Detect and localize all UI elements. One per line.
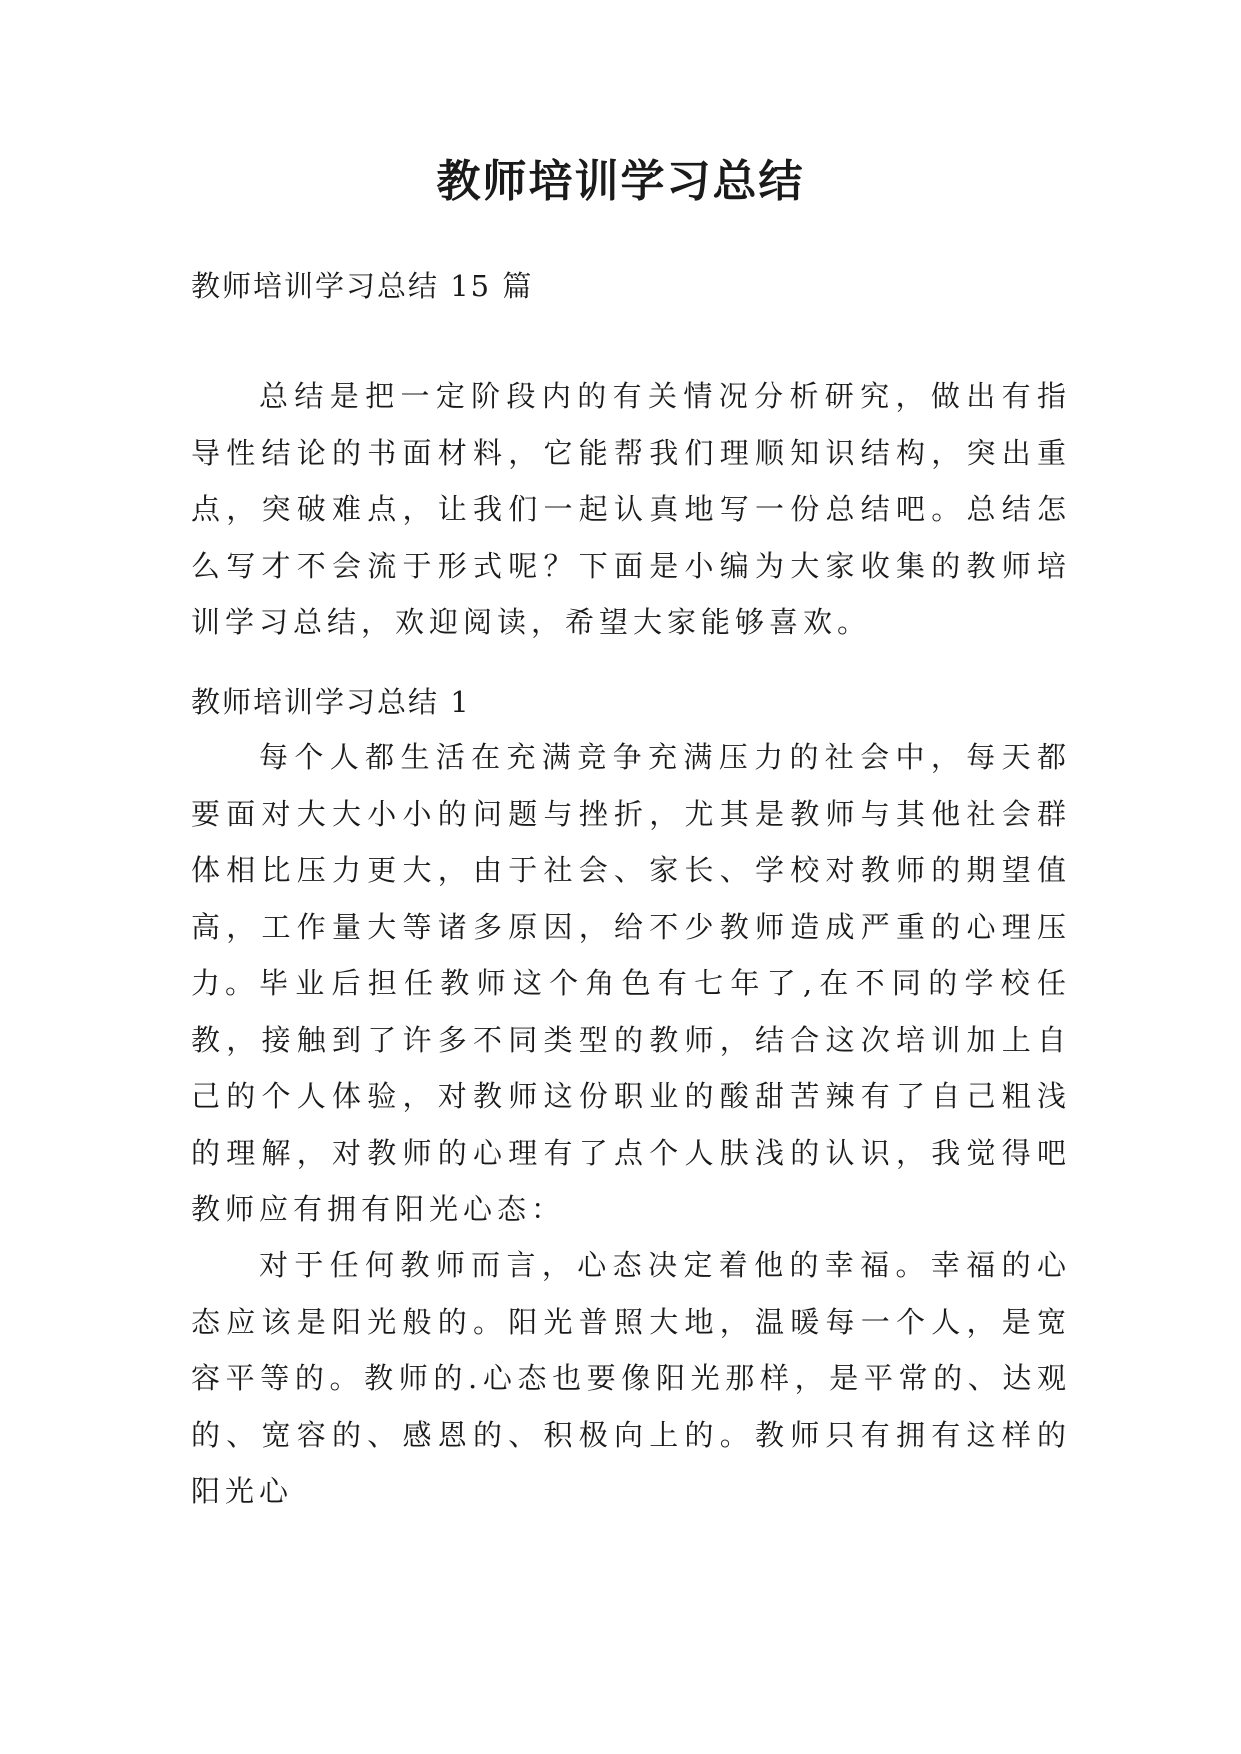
intro-paragraph: 总结是把一定阶段内的有关情况分析研究，做出有指导性结论的书面材料，它能帮我们理顺知识结构，突出重点，突破难点，让我们一起认真地写一份总结吧。总结怎么写才不会流于形式呢？下面是小编为大家收集的教师培训学习总结，欢迎阅读，希望大家能够喜欢。 xyxy=(191,379,1071,639)
document-subtitle: 教师培训学习总结 15 篇 xyxy=(191,269,534,303)
section-heading: 教师培训学习总结 1 xyxy=(191,685,471,719)
body-paragraph-3: 对于任何教师而言，心态决定着他的幸福。幸福的心态应该是阳光般的。阳光普照大地，温暖每一个人，是宽容平等的。教师的.心态也要像阳光那样，是平常的、达观的、宽容的、感恩的、积极向上的。教师只有拥有这样的阳光心 xyxy=(191,1248,1071,1508)
body-paragraph-2: 毕业后担任教师这个角色有七年了,在不同的学校任教，接触到了许多不同类型的教师，结合这次培训加上自己的个人体验，对教师这份职业的酸甜苦辣有了自己粗浅的理解，对教师的心理有了点个人肤浅的认识，我觉得吧教师应有拥有阳光心态： xyxy=(191,966,1071,1226)
body-paragraph-1: 每个人都生活在充满竞争充满压力的社会中，每天都要面对大大小小的问题与挫折，尤其是教师与其他社会群体相比压力更大，由于社会、家长、学校对教师的期望值高，工作量大等诸多原因，给不少教师造成严重的心理压力。 xyxy=(191,740,1071,1000)
document-title: 教师培训学习总结 xyxy=(436,156,805,207)
